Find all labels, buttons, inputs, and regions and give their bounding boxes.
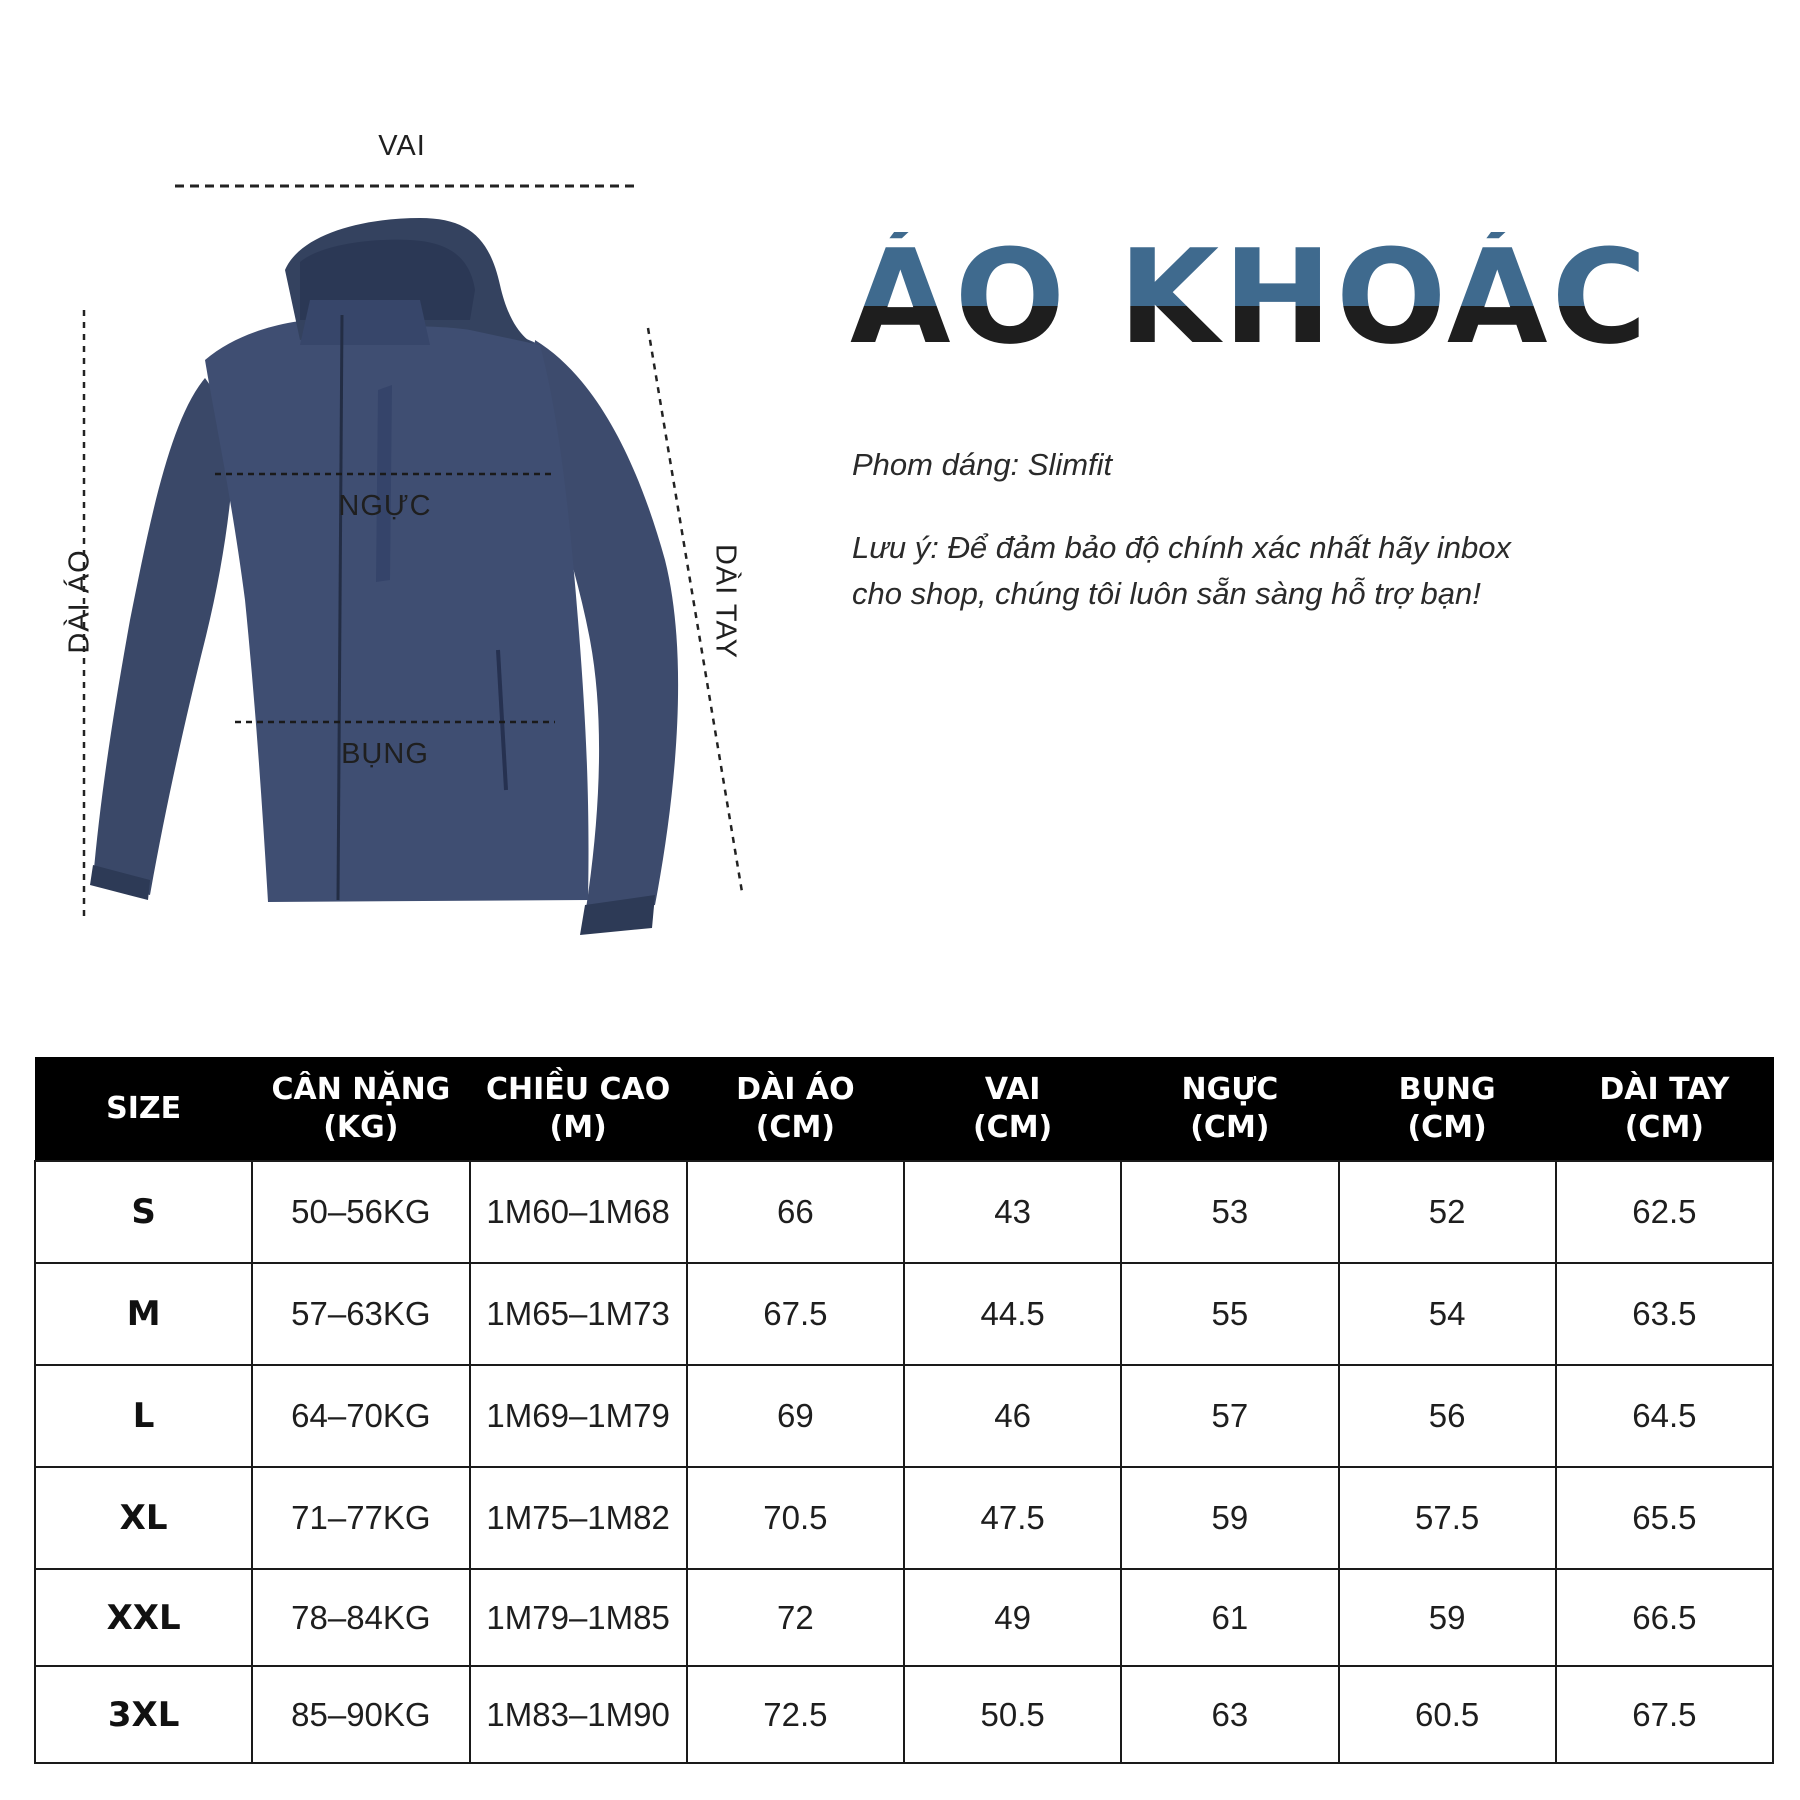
table-row (35, 1666, 1773, 1763)
sleeve-cell: 63.5 (1556, 1263, 1773, 1365)
shoulder-label: VAI (378, 130, 426, 162)
shoulder-cell: 49 (904, 1569, 1121, 1666)
waist-cell: 59 (1339, 1569, 1556, 1666)
height-cell: 1M75–1M82 (470, 1467, 687, 1569)
sleeve-label: DÀI TAY (709, 544, 742, 659)
jacket-illustration (90, 218, 678, 935)
length-cell: 72 (687, 1569, 904, 1666)
header-size: SIZE (35, 1057, 252, 1161)
chest-cell: 53 (1121, 1161, 1338, 1263)
weight-cell: 50–56KG (252, 1161, 469, 1263)
size-cell: S (35, 1161, 252, 1263)
chest-cell: 59 (1121, 1467, 1338, 1569)
size-cell: L (35, 1365, 252, 1467)
length-cell: 70.5 (687, 1467, 904, 1569)
size-cell: 3XL (35, 1666, 252, 1763)
waist-cell: 60.5 (1339, 1666, 1556, 1763)
weight-cell: 71–77KG (252, 1467, 469, 1569)
height-cell: 1M69–1M79 (470, 1365, 687, 1467)
shoulder-cell: 43 (904, 1161, 1121, 1263)
length-cell: 66 (687, 1161, 904, 1263)
care-note (852, 525, 1672, 617)
header-height: CHIỀU CAO (M) (470, 1057, 687, 1161)
chest-label: NGỰC (338, 490, 432, 522)
shoulder-cell: 44.5 (904, 1263, 1121, 1365)
sleeve-cell: 65.5 (1556, 1467, 1773, 1569)
weight-cell: 78–84KG (252, 1569, 469, 1666)
table-row (35, 1263, 1773, 1365)
waist-cell: 52 (1339, 1161, 1556, 1263)
header-shoulder: VAI (CM) (904, 1057, 1121, 1161)
weight-cell: 85–90KG (252, 1666, 469, 1763)
size-cell: XXL (35, 1569, 252, 1666)
table-row (35, 1467, 1773, 1569)
table-row (35, 1161, 1773, 1263)
waist-cell: 56 (1339, 1365, 1556, 1467)
waist-label: BỤNG (341, 738, 429, 770)
waist-cell: 54 (1339, 1263, 1556, 1365)
size-cell: XL (35, 1467, 252, 1569)
shoulder-cell: 50.5 (904, 1666, 1121, 1763)
header-length: DÀI ÁO (CM) (687, 1057, 904, 1161)
length-cell: 69 (687, 1365, 904, 1467)
waist-cell: 57.5 (1339, 1467, 1556, 1569)
size-table (34, 1057, 1774, 1764)
care-note-line-2: cho shop, chúng tôi luôn sẵn sàng hỗ trợ bạn! (852, 576, 1481, 611)
sleeve-cell: 64.5 (1556, 1365, 1773, 1467)
table-row (35, 1569, 1773, 1666)
sleeve-cell: 66.5 (1556, 1569, 1773, 1666)
fit-note: Phom dáng: Slimfit (852, 447, 1113, 482)
page-title: ÁO KHOÁC (850, 221, 1651, 373)
shoulder-cell: 47.5 (904, 1467, 1121, 1569)
weight-cell: 64–70KG (252, 1365, 469, 1467)
chest-cell: 57 (1121, 1365, 1338, 1467)
weight-cell: 57–63KG (252, 1263, 469, 1365)
height-cell: 1M79–1M85 (470, 1569, 687, 1666)
height-cell: 1M60–1M68 (470, 1161, 687, 1263)
chest-cell: 55 (1121, 1263, 1338, 1365)
care-note-line-1: Lưu ý: Để đảm bảo độ chính xác nhất hãy inbox (852, 530, 1512, 565)
height-cell: 1M83–1M90 (470, 1666, 687, 1763)
chest-cell: 61 (1121, 1569, 1338, 1666)
header-weight: CÂN NẶNG (KG) (252, 1057, 469, 1161)
header-chest: NGỰC (CM) (1121, 1057, 1338, 1161)
length-cell: 72.5 (687, 1666, 904, 1763)
size-table-header (35, 1057, 1773, 1161)
sleeve-cell: 62.5 (1556, 1161, 1773, 1263)
height-cell: 1M65–1M73 (470, 1263, 687, 1365)
table-row (35, 1365, 1773, 1467)
chest-cell: 63 (1121, 1666, 1338, 1763)
sleeve-cell: 67.5 (1556, 1666, 1773, 1763)
length-cell: 67.5 (687, 1263, 904, 1365)
length-label: DÀI ÁO (63, 549, 96, 654)
header-sleeve: DÀI TAY (CM) (1556, 1057, 1773, 1161)
size-cell: M (35, 1263, 252, 1365)
shoulder-cell: 46 (904, 1365, 1121, 1467)
header-waist: BỤNG (CM) (1339, 1057, 1556, 1161)
